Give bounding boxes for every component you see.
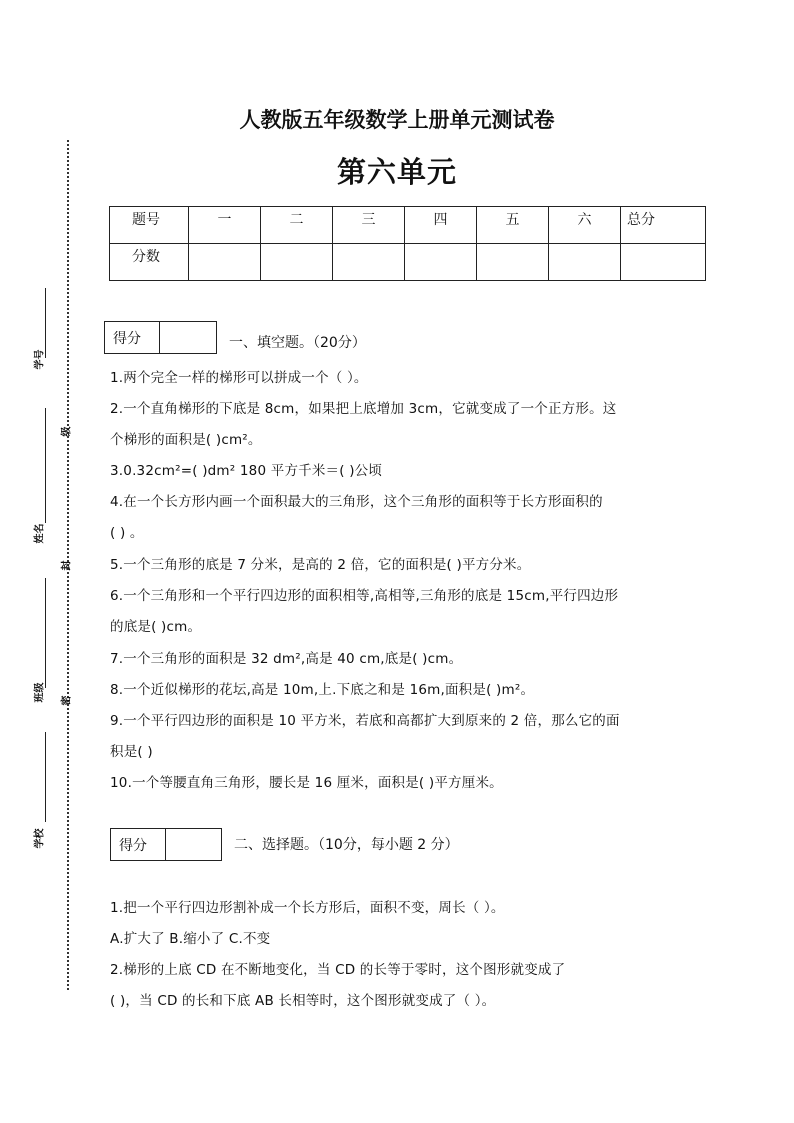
answer-options: A.扩大了 B.缩小了 C.不变: [110, 931, 271, 947]
table-cell: 总分: [621, 207, 706, 244]
question-line: 个梯形的面积是( )cm²。: [110, 432, 262, 448]
table-cell: 四: [405, 207, 477, 244]
class-line: [45, 578, 46, 688]
question-line: 5.一个三角形的底是 7 分米，是高的 2 倍，它的面积是( )平方分米。: [110, 557, 531, 573]
school-line: [45, 732, 46, 822]
score-entry-cell[interactable]: [549, 244, 621, 281]
score-table: [109, 206, 706, 281]
table-cell: 六: [549, 207, 621, 244]
school-label: 学校: [34, 828, 46, 849]
score-entry-cell[interactable]: [189, 244, 261, 281]
table-cell: 分数: [110, 244, 189, 281]
question-line: 1.两个完全一样的梯形可以拼成一个（ ）。: [110, 370, 368, 386]
question-line: 7.一个三角形的面积是 32 dm²,高是 40 cm,底是( )cm。: [110, 651, 463, 667]
unit-title: 第六单元: [336, 155, 457, 189]
question-line: 1.把一个平行四边形割补成一个长方形后，面积不变，周长（ ）。: [110, 900, 505, 916]
score-entry-cell[interactable]: [477, 244, 549, 281]
binding-char-mi: 密: [61, 695, 73, 706]
table-cell: 题号: [110, 207, 189, 244]
section1-score-entry[interactable]: [160, 322, 216, 353]
question-line: ( ) 。: [110, 525, 144, 541]
name-line: [45, 408, 46, 523]
score-entry-cell[interactable]: [405, 244, 477, 281]
section2-heading: 二、选择题。（10分，每小题 2 分）: [234, 837, 459, 853]
class-label: 班级: [34, 682, 46, 703]
table-cell: 一: [189, 207, 261, 244]
table-cell: 五: [477, 207, 549, 244]
section1-heading: 一、填空题。（20分）: [229, 335, 366, 351]
student-id-label: 学号: [34, 349, 46, 370]
score-entry-cell[interactable]: [333, 244, 405, 281]
table-cell: 二: [261, 207, 333, 244]
question-line: ( )，当 CD 的长和下底 AB 长相等时，这个图形就变成了（ ）。: [110, 993, 496, 1009]
section2-score-box: [110, 828, 222, 861]
question-line: 的底是( )cm。: [110, 619, 202, 635]
question-line: 2.梯形的上底 CD 在不断地变化，当 CD 的长等于零时，这个图形就变成了: [110, 962, 566, 978]
question-line: 6.一个三角形和一个平行四边形的面积相等,高相等,三角形的底是 15cm,平行四边形: [110, 588, 619, 604]
student-id-line: [45, 288, 46, 358]
question-line: 10.一个等腰直角三角形，腰长是 16 厘米，面积是( )平方厘米。: [110, 775, 503, 791]
question-line: 3.0.32cm²=( )dm² 180 平方千米＝( )公顷: [110, 463, 383, 479]
binding-char-feng: 封: [61, 560, 73, 571]
name-label: 姓名: [34, 523, 46, 544]
section2-score-entry[interactable]: [166, 829, 221, 860]
question-line: 9.一个平行四边形的面积是 10 平方米，若底和高都扩大到原来的 2 倍，那么它的面: [110, 713, 620, 729]
question-line: 2.一个直角梯形的下底是 8cm，如果把上底增加 3cm，它就变成了一个正方形。这: [110, 401, 617, 417]
binding-char-ji: 级: [61, 426, 73, 437]
question-line: 8.一个近似梯形的花坛,高是 10m,上.下底之和是 16m,面积是( )m²。: [110, 682, 535, 698]
page-title: 人教版五年级数学上册单元测试卷: [239, 107, 555, 132]
section2-score-label: 得分: [111, 829, 166, 860]
question-line: 4.在一个长方形内画一个面积最大的三角形，这个三角形的面积等于长方形面积的: [110, 494, 603, 510]
score-entry-cell[interactable]: [261, 244, 333, 281]
question-line: 积是( ): [110, 744, 153, 760]
score-table-score-row: [110, 244, 706, 281]
section1-score-label: 得分: [105, 322, 160, 353]
score-table-header-row: [110, 207, 706, 244]
table-cell: 三: [333, 207, 405, 244]
section1-score-box: [104, 321, 217, 354]
score-entry-cell[interactable]: [621, 244, 706, 281]
